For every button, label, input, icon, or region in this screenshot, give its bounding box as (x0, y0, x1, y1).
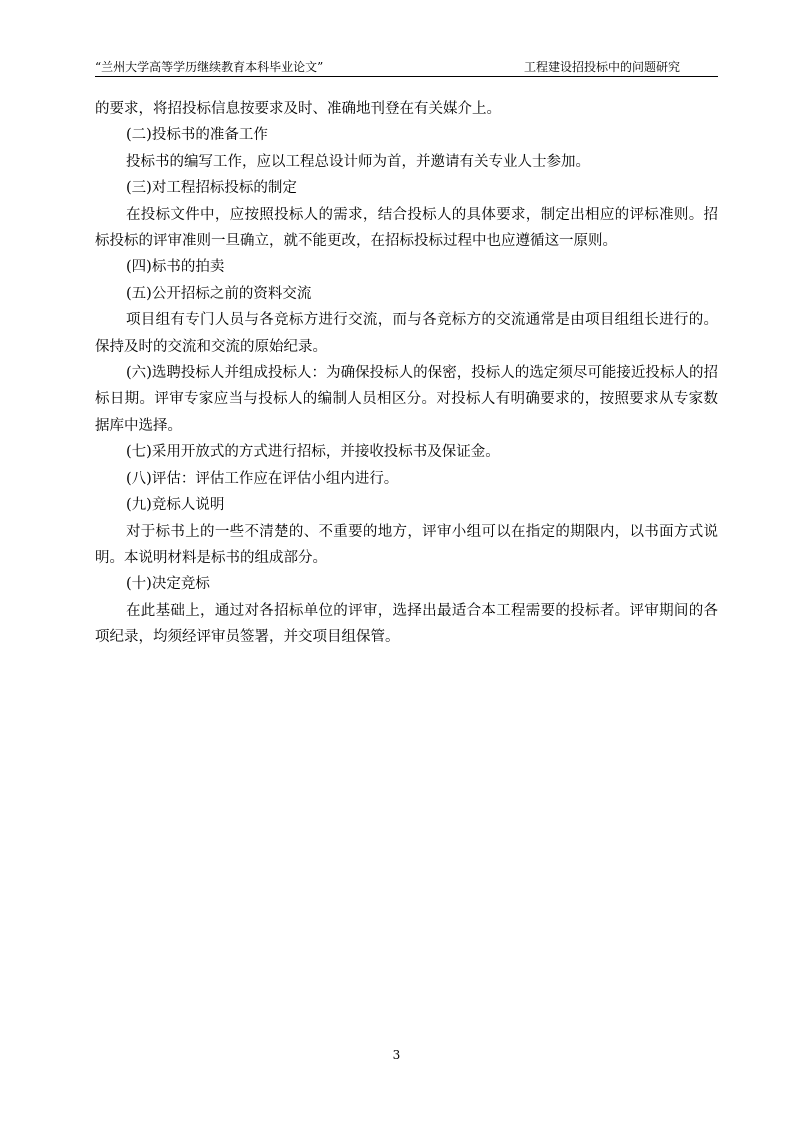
section-heading-2: (二)投标书的准备工作 (126, 127, 268, 144)
section-heading-10: (十)决定竞标 (126, 576, 210, 593)
section-heading-6: (六)选聘投标人并组成投标人：为确保投标人的保密，投标人的选定须尽可能接近投标人的招标日期。评审专家应当与投标人的编制人员相区分。对投标人有明确要求的，按照要求从专家数据库中选择。 (95, 365, 718, 434)
body-paragraph-continuation: 的要求，将招投标信息按要求及时、准确地刊登在有关媒介上。 (95, 101, 501, 117)
section-heading-3: (三)对工程招标投标的制定 (126, 180, 297, 197)
section-heading-7: (七)采用开放式的方式进行招标，并接收投标书及保证金。 (126, 444, 500, 461)
section-heading-9: (九)竞标人说明 (126, 497, 225, 514)
section-heading-5: (五)公开招标之前的资料交流 (126, 285, 312, 302)
section-heading-8: (八)评估：评估工作应在评估小组内进行。 (126, 470, 399, 487)
body-paragraph: 对于标书上的一些不清楚的、不重要的地方，评审小组可以在指定的期限内，以书面方式说明。本说明材料是标书的组成部分。 (95, 523, 718, 566)
page-number: 3 (392, 1048, 401, 1062)
section-heading-4: (四)标书的拍卖 (126, 259, 225, 276)
header-paper-title: 工程建设招投标中的问题研究 (523, 60, 680, 74)
body-paragraph: 在此基础上，通过对各招标单位的评审，选择出最适合本工程需要的投标者。评审期间的各项纪录，均须经评审员签署，并交项目组保管。 (95, 602, 718, 646)
page-header (95, 56, 718, 77)
body-paragraph: 投标书的编写工作，应以工程总设计师为首，并邀请有关专业人士参加。 (126, 153, 590, 170)
body-paragraph: 项目组有专门人员与各竞标方进行交流，而与各竞标方的交流通常是由项目组组长进行的。保持及时的交流和交流的原始纪录。 (95, 312, 718, 355)
body-paragraph: 在投标文件中，应按照投标人的需求，结合投标人的具体要求，制定出相应的评标准则。招标投标的评审准则一旦确立，就不能更改，在招标投标过程中也应遵循这一原则。 (95, 206, 718, 250)
page-body (95, 96, 718, 651)
header-thesis-title: “兰州大学高等学历继续教育本科毕业论文” (95, 60, 324, 74)
